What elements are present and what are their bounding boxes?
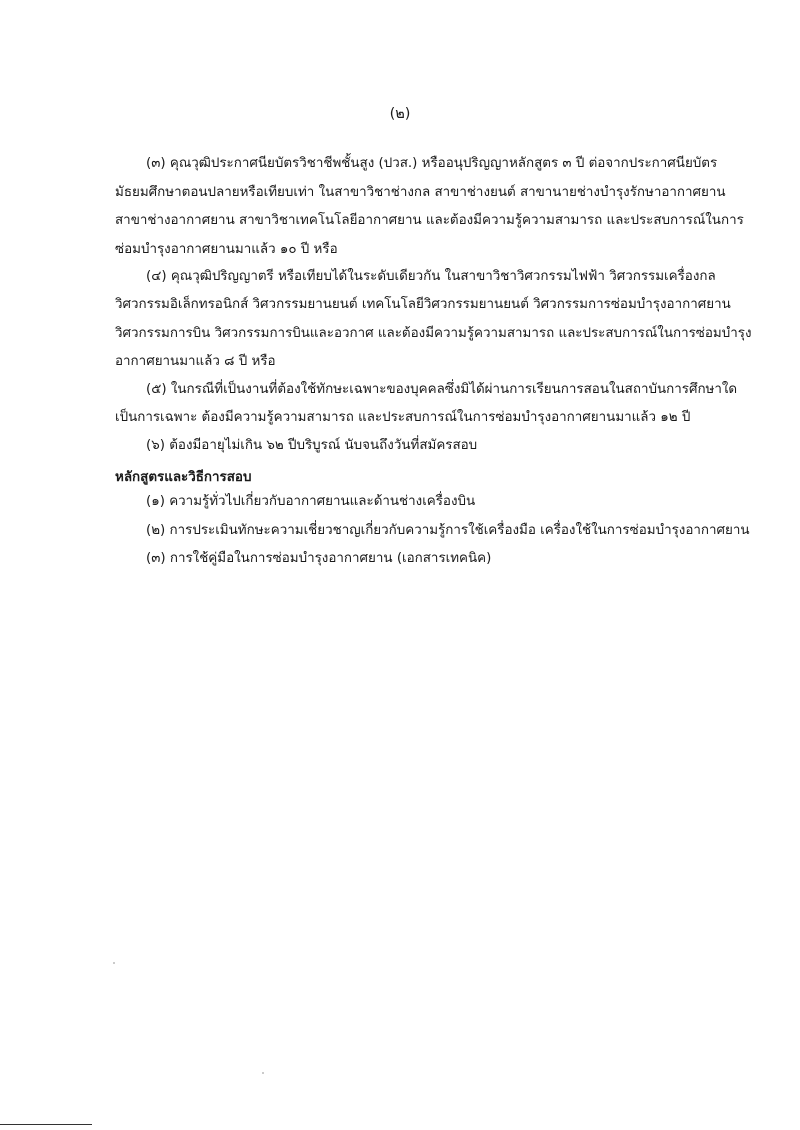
item-4-line-1: (๔) คุณวุฒิปริญญาตรี หรือเทียบได้ในระดับเดียวกัน ในสาขาวิชาวิศวกรรมไฟฟ้า วิศวกรรมเครื่องกล xyxy=(146,269,716,284)
item-3-line-2: มัธยมศึกษาตอนปลายหรือเทียบเท่า ในสาขาวิชาช่างกล สาขาช่างยนต์ สาขานายช่างบำรุงรักษาอากาศยาน xyxy=(115,185,726,200)
item-5-line-2: เป็นการเฉพาะ ต้องมีความรู้ความสามารถ และประสบการณ์ในการซ่อมบำรุงอากาศยานมาแล้ว ๑๒ ปี xyxy=(115,410,691,425)
exam-item-1: (๑) ความรู้ทั่วไปเกี่ยวกับอากาศยานและด้านช่างเครื่องบิน xyxy=(146,494,476,509)
scan-speck xyxy=(113,962,115,964)
item-5-line-1: (๕) ในกรณีที่เป็นงานที่ต้องใช้ทักษะเฉพาะของบุคคลซึ่งมิได้ผ่านการเรียนการสอนในสถาบันการศึกษาใด xyxy=(146,382,738,397)
item-3-line-1: (๓) คุณวุฒิประกาศนียบัตรวิชาชีพชั้นสูง (ปวส.) หรืออนุปริญญาหลักสูตร ๓ ปี ต่อจากประกาศนียบัตร xyxy=(146,156,718,171)
footer-rule xyxy=(0,1124,92,1125)
exam-item-2: (๒) การประเมินทักษะความเชี่ยวชาญเกี่ยวกับความรู้การใช้เครื่องมือ เครื่องใช้ในการซ่อมบำรุงอากาศยาน xyxy=(146,523,750,538)
item-6-line-1: (๖) ต้องมีอายุไม่เกิน ๖๒ ปีบริบูรณ์ นับจนถึงวันที่สมัครสอบ xyxy=(146,438,478,453)
item-4-line-3: วิศวกรรมการบิน วิศวกรรมการบินและอวกาศ และต้องมีความรู้ความสามารถ และประสบการณ์ในการซ่อมบำรุง xyxy=(115,326,752,341)
item-4-line-2: วิศวกรรมอิเล็กทรอนิกส์ วิศวกรรมยานยนต์ เทคโนโลยีวิศวกรรมยานยนต์ วิศวกรรมการซ่อมบำรุงอากาศยาน xyxy=(115,297,731,312)
item-3-line-4: ซ่อมบำรุงอากาศยานมาแล้ว ๑๐ ปี หรือ xyxy=(115,242,338,257)
exam-item-3: (๓) การใช้คู่มือในการซ่อมบำรุงอากาศยาน (เอกสารเทคนิค) xyxy=(146,551,492,566)
page-number: (๒) xyxy=(389,106,411,122)
scan-speck xyxy=(262,1072,264,1074)
section-heading: หลักสูตรและวิธีการสอบ xyxy=(115,470,252,485)
item-4-line-4: อากาศยานมาแล้ว ๘ ปี หรือ xyxy=(115,354,276,369)
item-3-line-3: สาขาช่างอากาศยาน สาขาวิชาเทคโนโลยีอากาศยาน และต้องมีความรู้ความสามารถ และประสบการณ์ในการ xyxy=(115,213,744,228)
